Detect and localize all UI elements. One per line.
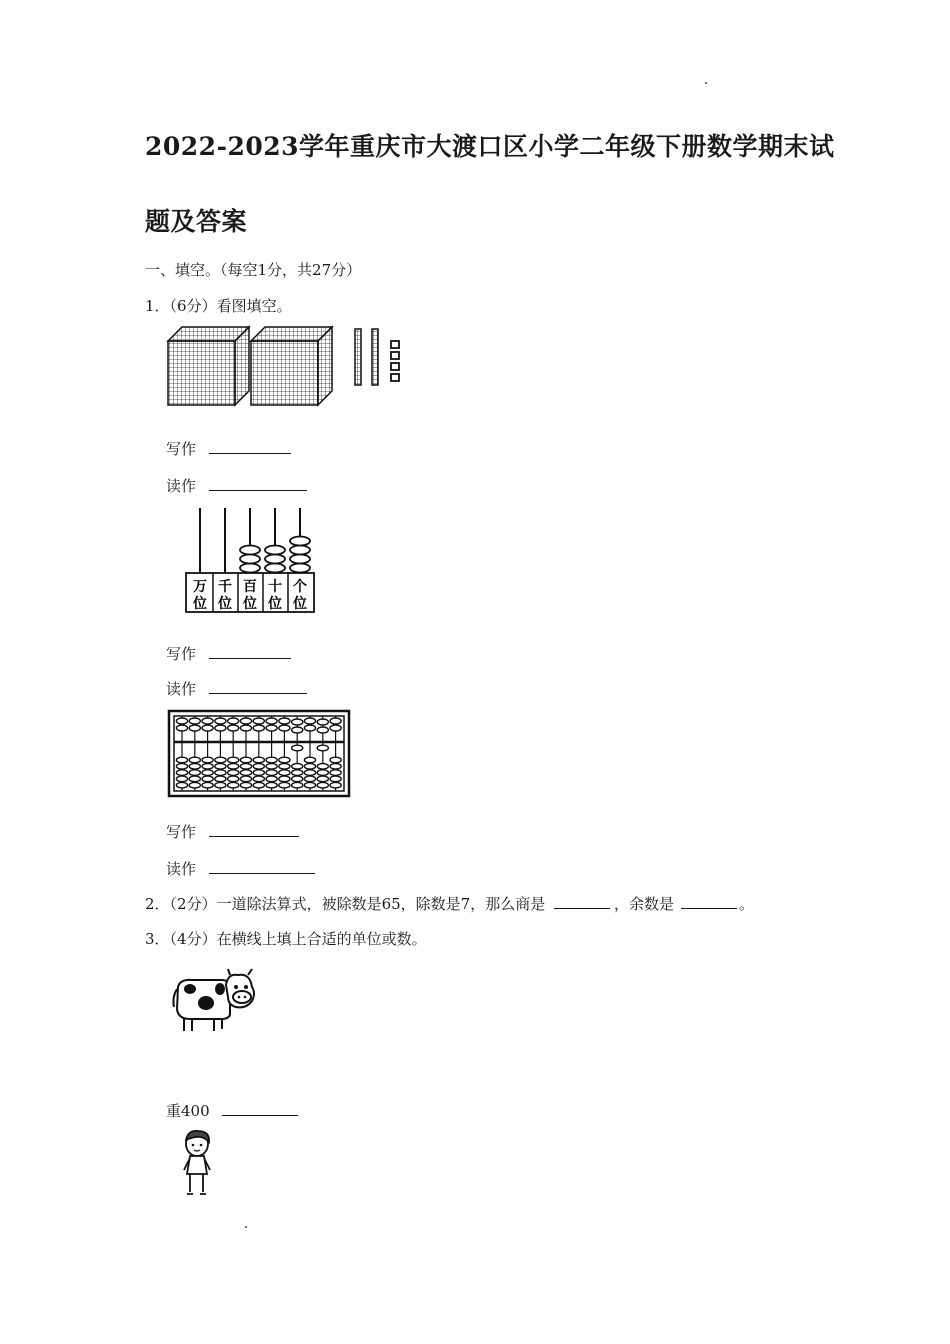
- place-label-bottom-1: 位: [218, 596, 232, 612]
- suanpan-bead: [292, 727, 303, 733]
- suanpan-bead: [240, 725, 251, 731]
- suanpan-bead: [228, 764, 239, 770]
- cow-illustration: [170, 967, 260, 1037]
- suanpan-bead: [202, 770, 213, 776]
- suanpan-bead: [176, 764, 187, 770]
- suanpan-bead: [266, 782, 277, 788]
- suanpan-bead: [317, 745, 328, 751]
- answer-blank-read-2[interactable]: [209, 679, 307, 694]
- suanpan-bead: [253, 718, 264, 724]
- base-ten-blocks-figure: [165, 323, 415, 408]
- suanpan-bead: [228, 718, 239, 724]
- suanpan-bead: [228, 725, 239, 731]
- question-2: [145, 893, 754, 914]
- suanpan-bead: [304, 718, 315, 724]
- thousand-cube-1: [168, 327, 249, 405]
- suanpan-bead: [292, 764, 303, 770]
- suanpan-bead: [330, 718, 341, 724]
- place-label-top-4: 个: [293, 579, 307, 595]
- suanpan-bead: [176, 757, 187, 763]
- suanpan-bead: [215, 770, 226, 776]
- suanpan-bead: [330, 776, 341, 782]
- suanpan-bead: [330, 757, 341, 763]
- suanpan-bead: [266, 757, 277, 763]
- place-label-bottom-2: 位: [243, 596, 257, 612]
- suanpan-bead: [317, 727, 328, 733]
- suanpan-bead: [317, 782, 328, 788]
- read-label: 读作: [166, 477, 197, 495]
- suanpan-bead: [215, 776, 226, 782]
- question-3-stem: 3．（4分）在横线上填上合适的单位或数。: [145, 930, 427, 948]
- boy-illustration: [176, 1128, 220, 1200]
- suanpan-bead: [266, 764, 277, 770]
- suanpan-bead: [330, 764, 341, 770]
- stray-dot: [245, 1226, 247, 1228]
- suanpan-bead: [317, 776, 328, 782]
- suanpan-bead: [240, 757, 251, 763]
- answer-blank-read-1[interactable]: [209, 476, 307, 491]
- suanpan-abacus-figure: [167, 709, 351, 798]
- suanpan-bead: [215, 725, 226, 731]
- write-row-2: [166, 643, 291, 664]
- suanpan-bead: [304, 776, 315, 782]
- suanpan-bead: [240, 782, 251, 788]
- suanpan-bead: [292, 745, 303, 751]
- suanpan-bead: [240, 770, 251, 776]
- cow-weight-row: [166, 1100, 298, 1121]
- section-heading: 一、填空。（每空1分，共27分）: [145, 261, 362, 279]
- place-label-top-1: 千: [218, 579, 232, 595]
- suanpan-bead: [266, 725, 277, 731]
- suanpan-bead: [253, 776, 264, 782]
- suanpan-bead: [176, 718, 187, 724]
- suanpan-bead: [330, 725, 341, 731]
- place-label-top-2: 百: [243, 579, 257, 595]
- write-row-3: [166, 821, 299, 842]
- suanpan-bead: [330, 782, 341, 788]
- suanpan-bead: [189, 770, 200, 776]
- suanpan-bead: [266, 776, 277, 782]
- answer-blank-remainder[interactable]: [681, 894, 737, 909]
- suanpan-bead: [266, 770, 277, 776]
- suanpan-bead: [176, 776, 187, 782]
- suanpan-bead: [279, 718, 290, 724]
- answer-blank-write-3[interactable]: [209, 822, 299, 837]
- write-label: 写作: [166, 645, 197, 663]
- suanpan-bead: [228, 757, 239, 763]
- suanpan-bead: [189, 782, 200, 788]
- suanpan-bead: [202, 776, 213, 782]
- suanpan-bead: [253, 770, 264, 776]
- suanpan-bead: [304, 764, 315, 770]
- suanpan-bead: [304, 725, 315, 731]
- read-row-2: [166, 678, 307, 699]
- place-label-bottom-3: 位: [268, 596, 282, 612]
- question-2-text-a: 2．（2分）一道除法算式，被除数是65，除数是7，那么商是: [145, 895, 546, 913]
- suanpan-bead: [215, 757, 226, 763]
- place-label-top-3: 十: [268, 579, 282, 595]
- answer-blank-write-2[interactable]: [209, 644, 291, 659]
- question-2-text-b: ，余数是: [614, 895, 675, 913]
- suanpan-bead: [215, 718, 226, 724]
- suanpan-bead: [279, 776, 290, 782]
- question-1-stem: 1．（6分）看图填空。: [145, 297, 292, 315]
- suanpan-bead: [304, 782, 315, 788]
- suanpan-bead: [202, 764, 213, 770]
- suanpan-bead: [228, 782, 239, 788]
- suanpan-bead: [292, 719, 303, 725]
- suanpan-bead: [189, 757, 200, 763]
- unit-cubes: [391, 341, 399, 381]
- suanpan-bead: [202, 782, 213, 788]
- suanpan-bead: [253, 782, 264, 788]
- suanpan-bead: [279, 764, 290, 770]
- suanpan-bead: [176, 782, 187, 788]
- read-label: 读作: [166, 860, 197, 878]
- page-title-line1: 2022-2023学年重庆市大渡口区小学二年级下册数学期末试: [145, 132, 835, 161]
- suanpan-bead: [279, 725, 290, 731]
- suanpan-bead: [253, 725, 264, 731]
- read-row-1: [166, 475, 307, 496]
- suanpan-bead: [189, 725, 200, 731]
- cow-weight-label: 重400: [166, 1102, 210, 1120]
- question-2-text-c: 。: [738, 895, 754, 913]
- read-row-3: [166, 858, 315, 879]
- write-label: 写作: [166, 823, 197, 841]
- suanpan-bead: [176, 725, 187, 731]
- place-label-bottom-4: 位: [293, 596, 307, 612]
- suanpan-bead: [189, 718, 200, 724]
- suanpan-bead: [317, 764, 328, 770]
- suanpan-bead: [266, 718, 277, 724]
- suanpan-bead: [240, 718, 251, 724]
- suanpan-bead: [304, 770, 315, 776]
- write-label: 写作: [166, 440, 197, 458]
- suanpan-bead: [317, 719, 328, 725]
- suanpan-bead: [215, 764, 226, 770]
- suanpan-bead: [292, 770, 303, 776]
- suanpan-bead: [189, 776, 200, 782]
- answer-blank-write-1[interactable]: [209, 439, 291, 454]
- thousand-cube-2: [251, 327, 332, 405]
- suanpan-bead: [292, 782, 303, 788]
- ten-rod-2: [372, 329, 378, 385]
- suanpan-bead: [240, 764, 251, 770]
- suanpan-bead: [279, 782, 290, 788]
- answer-blank-cow-unit[interactable]: [222, 1101, 298, 1116]
- suanpan-bead: [330, 770, 341, 776]
- suanpan-bead: [304, 757, 315, 763]
- suanpan-bead: [253, 757, 264, 763]
- suanpan-bead: [228, 770, 239, 776]
- suanpan-bead: [279, 757, 290, 763]
- place-label-bottom-0: 位: [193, 596, 207, 612]
- stray-dot: [705, 82, 707, 84]
- read-label: 读作: [166, 680, 197, 698]
- suanpan-bead: [202, 725, 213, 731]
- page-title-line2: 题及答案: [145, 207, 248, 236]
- suanpan-bead: [176, 770, 187, 776]
- ten-rod-1: [355, 329, 361, 385]
- suanpan-bead: [215, 782, 226, 788]
- answer-blank-read-3[interactable]: [209, 859, 315, 874]
- suanpan-bead: [253, 764, 264, 770]
- suanpan-bead: [279, 770, 290, 776]
- write-row-1: [166, 438, 291, 459]
- suanpan-bead: [228, 776, 239, 782]
- place-label-top-0: 万: [193, 579, 207, 595]
- suanpan-bead: [202, 718, 213, 724]
- suanpan-bead: [317, 770, 328, 776]
- suanpan-bead: [202, 757, 213, 763]
- suanpan-bead: [292, 776, 303, 782]
- answer-blank-quotient[interactable]: [554, 894, 610, 909]
- suanpan-bead: [189, 764, 200, 770]
- suanpan-bead: [240, 776, 251, 782]
- counting-frame-figure: [183, 505, 318, 615]
